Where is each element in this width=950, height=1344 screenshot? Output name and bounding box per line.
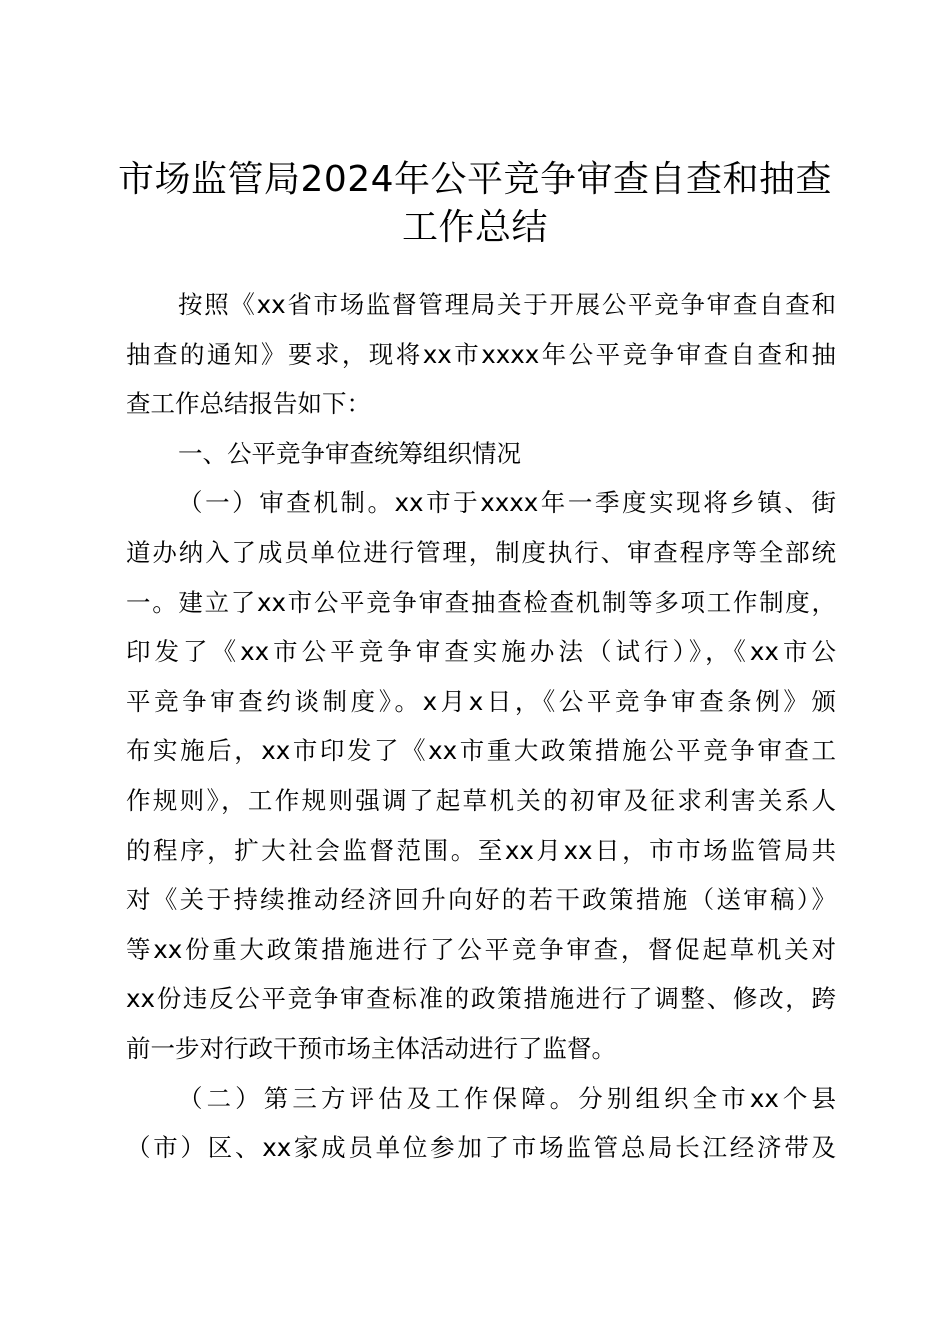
text-line: （一）审查机制。xx市于xxxx年一季度实现将乡镇、街 xyxy=(178,488,836,518)
text-line: 查工作总结报告如下： xyxy=(126,389,371,419)
text-line: 平竞争审查约谈制度》。x月x日，《公平竞争审查条例》颁 xyxy=(126,686,836,716)
text-line: 一。建立了xx市公平竞争审查抽查检查机制等多项工作制度， xyxy=(126,587,836,617)
text-line: （市）区、xx家成员单位参加了市场监管总局长江经济带及 xyxy=(126,1133,836,1163)
text-line: 的程序，扩大社会监督范围。至xx月xx日，市市场监管局共 xyxy=(126,835,836,865)
document-title-line-2: 工作总结 xyxy=(401,207,548,248)
text-line: 印发了《xx市公平竞争审查实施办法（试行）》，《xx市公 xyxy=(126,637,836,667)
text-line: 道办纳入了成员单位进行管理，制度执行、审查程序等全部统 xyxy=(126,537,836,567)
text-line: 作规则》，工作规则强调了起草机关的初审及征求利害关系人 xyxy=(126,785,836,815)
text-line: 等xx份重大政策措施进行了公平竞争审查，督促起草机关对 xyxy=(126,934,836,964)
text-line: xx份违反公平竞争审查标准的政策措施进行了调整、修改，跨 xyxy=(126,984,836,1014)
document-body xyxy=(126,280,836,1173)
text-line: 对《关于持续推动经济回升向好的若干政策措施（送审稿）》 xyxy=(126,885,836,915)
text-line: （二）第三方评估及工作保障。分别组织全市xx个县 xyxy=(178,1083,836,1113)
paragraph-intro xyxy=(126,280,836,429)
text-line: 抽查的通知》要求，现将xx市xxxx年公平竞争审查自查和抽 xyxy=(126,339,836,369)
section-heading: 一、公平竞争审查统筹组织情况 xyxy=(178,438,521,468)
text-line: 按照《xx省市场监督管理局关于开展公平竞争审查自查和 xyxy=(178,290,836,319)
text-line: 前一步对行政干预市场主体活动进行了监督。 xyxy=(126,1033,616,1063)
paragraph-third-party-evaluation xyxy=(126,1074,836,1173)
text-line: 布实施后，xx市印发了《xx市重大政策措施公平竞争审查工 xyxy=(126,736,836,766)
document-title-line-1: 市场监管局2024年公平竞争审查自查和抽查 xyxy=(117,159,833,200)
paragraph-review-mechanism xyxy=(126,478,836,1073)
